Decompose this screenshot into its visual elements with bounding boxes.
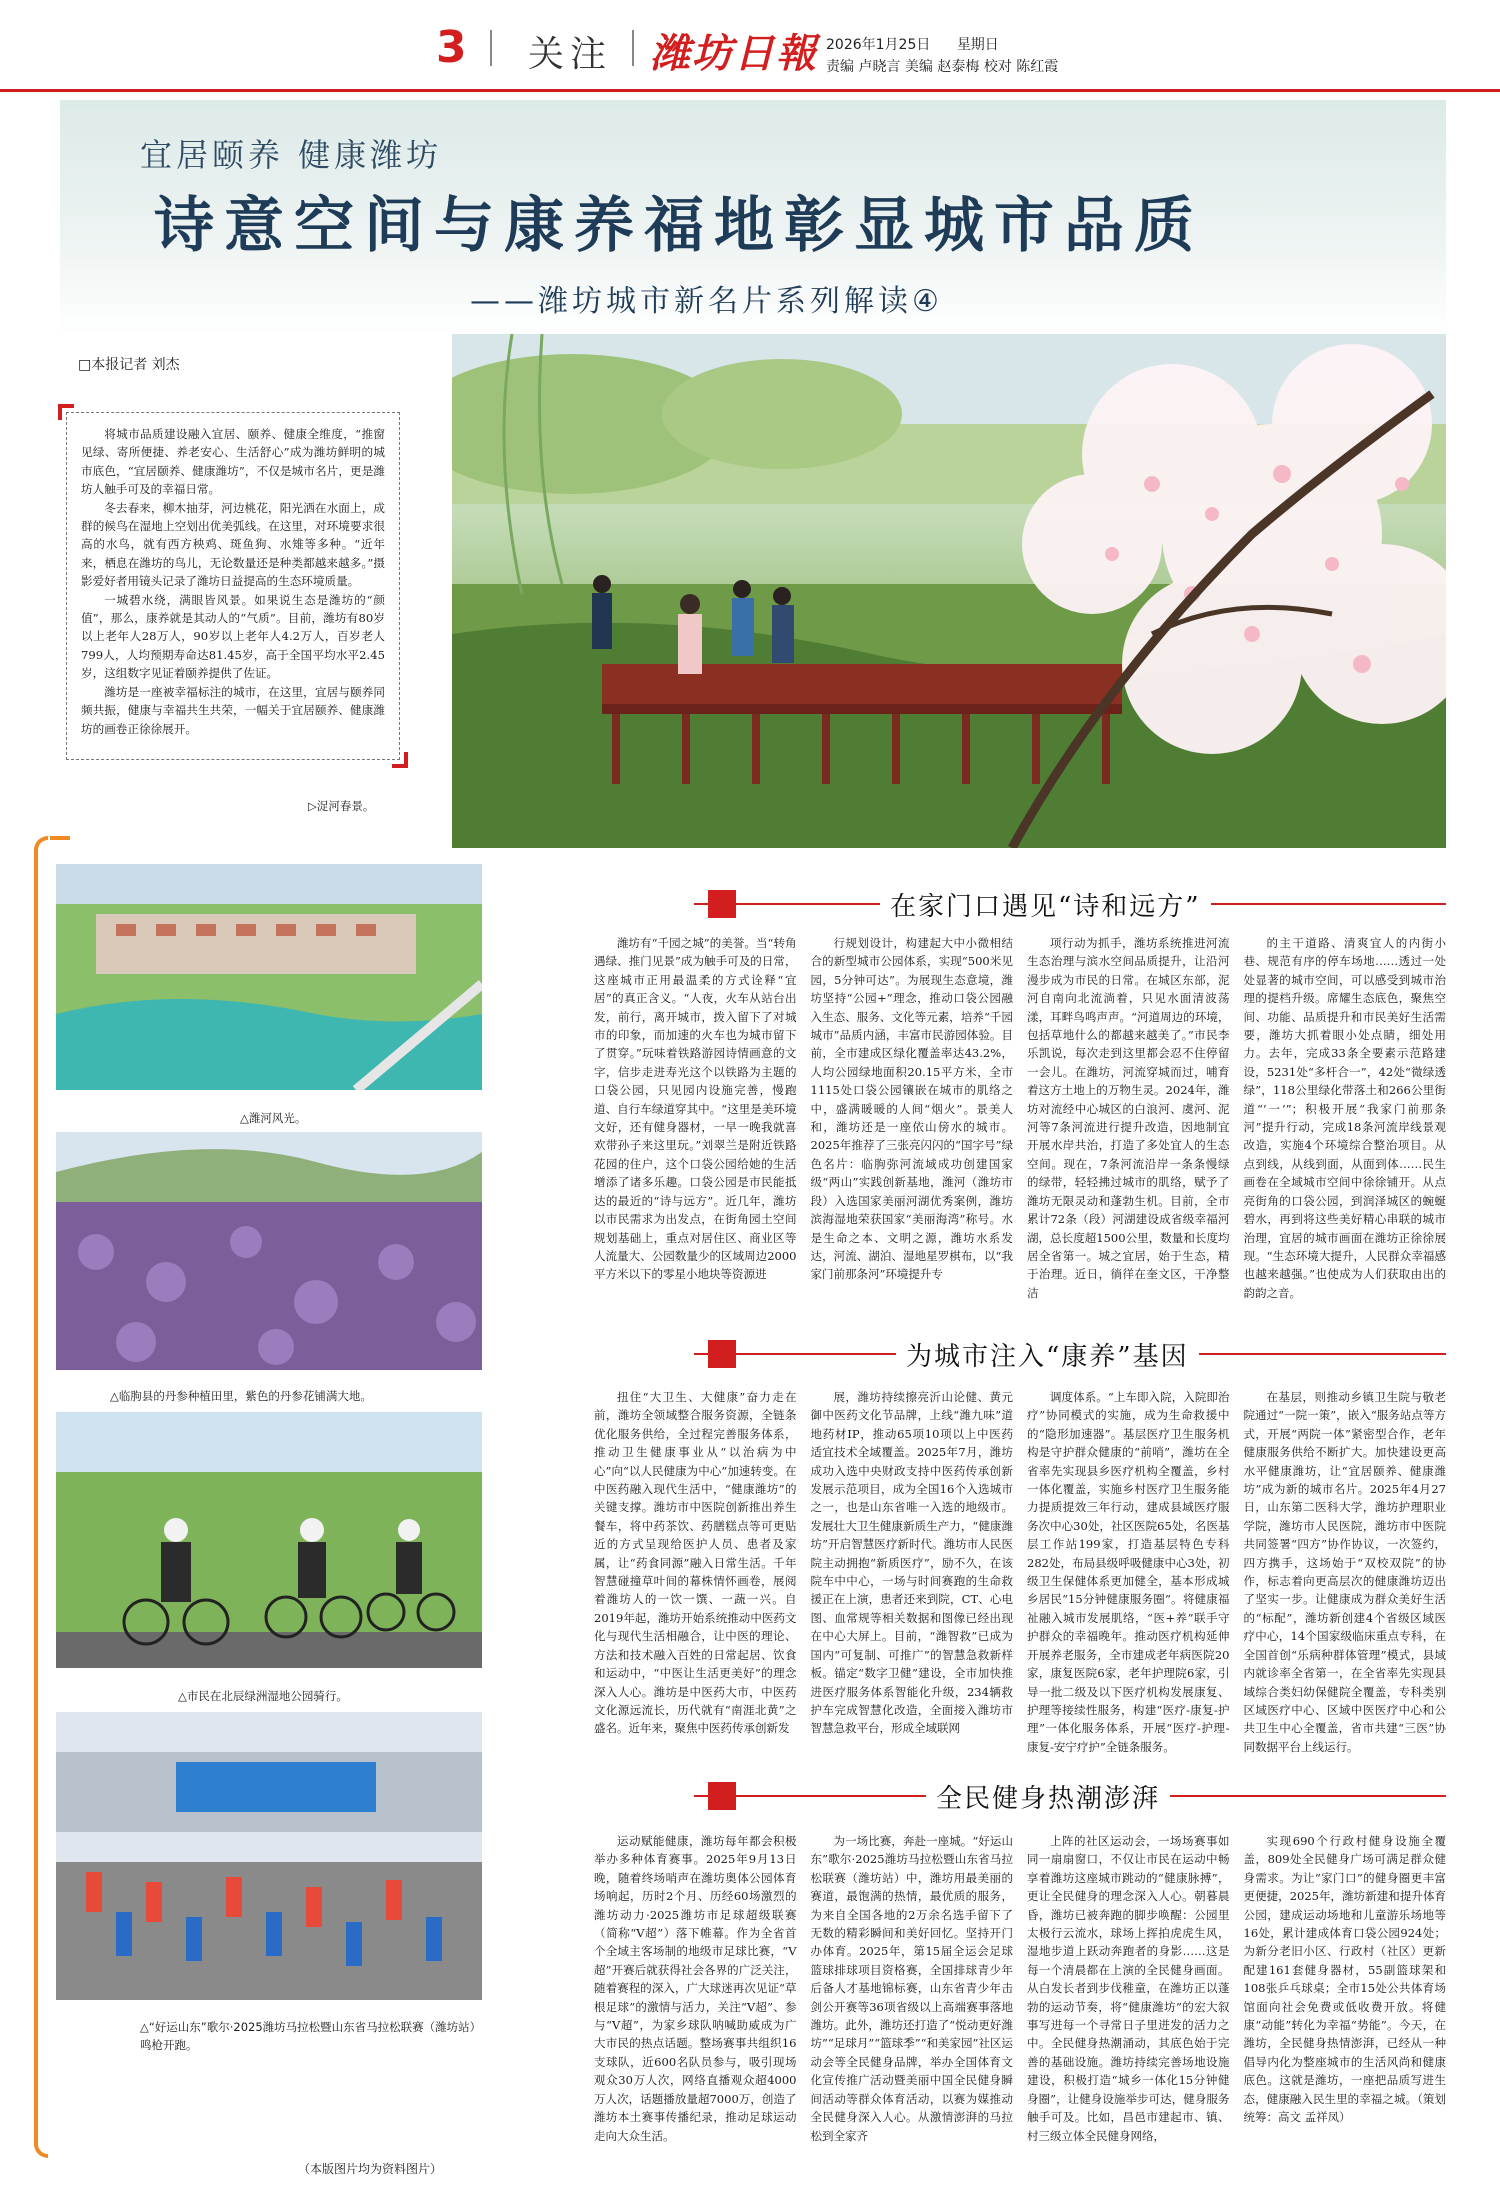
side-photo-cycling <box>56 1412 482 1668</box>
section-header <box>694 1776 1446 1816</box>
section-body <box>594 934 1446 1338</box>
section-title: 为城市注入“康养”基因 <box>896 1336 1199 1373</box>
proofreader-label: 校对 <box>983 59 1012 75</box>
editor-name: 卢晓言 <box>858 59 901 75</box>
side-photo-caption: △临朐县的丹参种植田里，紫色的丹参花铺满大地。 <box>110 1389 372 1403</box>
article-text: 在基层，则推动乡镇卫生院与敬老院通过“一院一策”，嵌入“服务站点等方式，开展“两院一体”紧密型合作，老年健康服务供给不断扩大。加快建设更高水平健康潍坊，让“宜居颐养、健康潍坊”成为新的城市名片。2025年4月27日，山东第二医科大学，潍坊护理职业学院，潍坊市人民医院，潍坊市中医院共同签署“四方”协作协议，一次签约，四方携手，这场始于“双校双院”的协作，标志着向更高层次的健康潍坊迈出了坚实一步。让健康成为群众美好生活的“标配”，潍坊新创建4个省级区域医疗中心，14个国家级临床重点专科，在全国首创“乐病种群体管理”模式，县域内就诊率全省第一，在全省率先实现县域综合类妇幼保健院全覆盖，专科类别区域医疗中心、区域中医医疗中心和公共卫生中心全覆盖，省市共建“三医”协同数据平台上线运行。 <box>1243 1390 1446 1754</box>
article-text: 的主干道路、清爽宜人的内街小巷、规范有序的停车场地……透过一处处显著的城市空间，可以感受到城市治理的提档升级。席耀生态底色，聚焦空间、功能、品质提升和市民美好生活需要，潍坊大抓着眼小处点睛，细处用力。去年，完成33条全要素示范路建设，5231处“多杆合一”，42处“微绿透绿”，118公里绿化带落土和266公里街道“‘一’”；积极开展“我家门前那条河”提升行动，完成18条河流岸线景观改造，实施4个环境综合整治项目。从点到线，从线到面，从面到体……民生画卷在全域城市空间中徐徐铺开。从点亮街角的口袋公园，到润泽城区的蜿蜒碧水，再到将这些美好精心串联的城市治理，宜居的城市画面在潍坊正徐徐展现。“生态环境大提升，人民群众幸福感也越来越强。”也使成为人们获取由出的韵韵之音。 <box>1243 936 1446 1300</box>
intro-box <box>66 412 400 760</box>
article-column <box>1244 934 1447 1338</box>
article-column <box>811 1388 1014 1792</box>
section-name: 关注 <box>528 34 613 75</box>
side-photo-caption: △市民在北辰绿洲湿地公园骑行。 <box>178 1689 348 1703</box>
masthead-divider <box>490 30 492 66</box>
side-photo-river <box>56 864 482 1090</box>
side-bracket <box>50 836 70 840</box>
article-column <box>594 934 797 1338</box>
section-tag <box>708 1782 736 1810</box>
article-column <box>594 1832 797 2174</box>
issue-weekday: 星期日 <box>956 37 999 53</box>
masthead-divider <box>632 30 634 66</box>
side-photo-marathon <box>56 1712 482 2000</box>
intro-paragraph: 潍坊是一座被幸福标注的城市，在这里，宜居与颐养同频共振，健康与幸福共生共荣，一幅关于宜居颐养、健康潍坊的画卷正徐徐展开。 <box>81 684 385 736</box>
article-text: 实现690个行政村健身设施全覆盖，809处全民健身广场可满足群众健身需求。为让“家门口”的健身圈更丰富更便捷，2025年，潍坊新建和提升体育公园，建成运动场地和儿童游乐场地等16处，累计建成体育口袋公园924处；为新分老旧小区、行政村（社区）更新配建161套健身器材，55副篮球架和108张乒乓球桌；全市15处公共体育场馆面向社会免费或低收费开放。将健康“动能”转化为幸福“势能”。今天，在潍坊，全民健身热情澎湃，已经从一种倡导内化为整座城市的生活风尚和健康底色。这就是潍坊，一座把品质写进生态，健康融入民生里的幸福之城。（策划统筹：高文 孟祥凤） <box>1243 1834 1446 2125</box>
main-photo <box>452 334 1446 848</box>
issue-meta <box>826 34 1058 78</box>
intro-paragraph: 一城碧水绕，满眼皆风景。如果说生态是潍坊的“颜值”，那么，康养就是其动人的“气质”。目前，潍坊有80岁以上老年人28万人，90岁以上老年人4.2万人，百岁老人799人，人均预期寿命达81.45岁，高于全国平均水平2.45岁，这组数字见证着颐养提供了佐证。 <box>81 592 385 681</box>
section-tag <box>708 1340 736 1368</box>
article-text: 潍坊有“千园之城”的美誉。当“转角遇绿、推门见景”成为触手可及的日常，这座城市正用最温柔的方式诠释“宜居”的真正含义。“人夜，火车从站台出发，前行，离开城市，拨入留下了对城市的印象，而加速的火车也为城市留下了贯穿。”玩味着铁路游园诗情画意的文字，信步走进寿光这个以铁路为主题的口袋公园，只见园内设施完善，慢跑道、自行车绿道穿其中。“这里是美环境文好，还有健身器材，一早一晚我就喜欢带孙子来这里玩。”刘翠兰是附近铁路花园的住户，这个口袋公园给她的生活增添了诸多乐趣。口袋公园是市民能抵达的最近的“诗与远方”。近几年，潍坊以市民需求为出发点，在街角园土空间规划基础上，重点对居住区、商业区等人流量大、公园数量少的区域周边2000平方米以下的零星小地块等资源进 <box>594 936 797 1282</box>
kicker: 宜居颐养 健康潍坊 <box>140 136 443 174</box>
article-column <box>594 1388 797 1792</box>
article-text: 行规划设计，构建起大中小微相结合的新型城市公园体系，实现“500米见园，5分钟可达”。为展现生态意境，潍坊坚持“公园+”理念，推动口袋公园融入生态、服务、文化等元素，培养“千园城市”品质内涵，丰富市民游园体验。目前，全市建成区绿化覆盖率达43.2%，人均公园绿地面积20.15平方米，全市1115处口袋公园镶嵌在城市的肌络之中，盛满暖暖的人间“烟火”。景美人和，潍坊还是一座依山傍水的城市。2025年推荐了三张亮闪闪的“国字号”绿色名片：临朐弥河流域成功创建国家级“两山”实践创新基地，潍河（潍坊市段）入选国家美丽河湖优秀案例，潍坊滨海湿地荣获国家“美丽海湾”称号。水是生命之本、文明之源，潍坊水系发达，河流、湖泊、湿地星罗棋布，以“我家门前那条河”环境提升专 <box>810 936 1013 1282</box>
proofreader-name: 陈红霞 <box>1016 59 1059 75</box>
section-body <box>594 1832 1446 2174</box>
cyclists-illustration <box>56 1412 482 1668</box>
main-photo-caption: ▷浞河春景。 <box>308 799 375 813</box>
masthead <box>0 0 1500 92</box>
article-column <box>1244 1832 1447 2174</box>
article-column <box>811 934 1014 1338</box>
page-number: 3 <box>436 22 467 73</box>
article-column <box>1027 1832 1230 2174</box>
section-header <box>694 884 1446 924</box>
side-photo-caption: △“好运山东”歌尔·2025潍坊马拉松暨山东省马拉松联赛（潍坊站）鸣枪开跑。 <box>140 2020 476 2052</box>
newspaper-logo: 潍坊日報 <box>650 30 818 77</box>
article-column <box>1027 934 1230 1338</box>
article-text: 展，潍坊持续擦亮沂山论健、黄元御中医药文化节品牌，上线“潍九味”道地药材IP，推动65项10项以上中医药适宜技术全域覆盖。2025年7月，潍坊成功入选中央财政支持中医药传承创新发展示范项目，成为全国16个入选城市之一，也是山东省唯一入选的地级市。发展壮大卫生健康新质生产力，“健康潍坊”开启智慧医疗新时代。潍坊市人民医院主动拥抱“新质医疗”，励不久，在该院车中中心，一场与时间赛跑的生命救援正在上演，患者还来到院，CT、心电图、血常规等相关数据和图像已经出现在中心大屏上。目前，“潍智救”已成为国内“可复制、可推广”的智慧急救新样板。锚定“数字卫健”建设，全市加快推进医疗服务体系智能化升级，234辆救护车完成智慧化改造，全面接入潍坊市智慧急救平台，形成全域联网 <box>810 1390 1013 1736</box>
side-photo-flowers <box>56 1132 482 1370</box>
byline: □本报记者 刘杰 <box>78 357 180 373</box>
flower-field-illustration <box>56 1132 482 1370</box>
designer-label: 美编 <box>904 59 933 75</box>
corner-mark <box>392 752 408 768</box>
editor-label: 责编 <box>826 59 854 75</box>
article-column <box>1244 1388 1447 1792</box>
section-header <box>694 1334 1446 1374</box>
section-title: 全民健身热潮澎湃 <box>926 1778 1170 1815</box>
article-text: 为一场比赛，奔赴一座城。“好运山东”歌尔·2025潍坊马拉松暨山东省马拉松联赛（潍坊站）中，潍坊用最美丽的赛道，最饱满的热情，最优质的服务，为来自全国各地的2万余名选手留下了无数的精彩瞬间和美好回忆。坚持开门办体育。2025年，第15届全运会足球篮球排球项目资格赛，全国排球青少年后备人才基地锦标赛，山东省青少年击剑公开赛等36项省级以上高端赛事落地潍坊。此外，潍坊还打造了“悦动更好潍坊”“足球月”“篮球季”“和美家园”社区运动会等全民健身品牌，举办全国体育文化宣传推广活动暨美丽中国全民健身瞬间活动等群众体育活动，以赛为媒推动全民健身深入人心。从激情澎湃的马拉松到全家齐 <box>810 1834 1013 2143</box>
section-body <box>594 1388 1446 1792</box>
subheadline: ——潍坊城市新名片系列解读④ <box>470 284 943 319</box>
park-blossom-illustration <box>452 334 1446 848</box>
issue-date: 2026年1月25日 <box>826 37 931 53</box>
article-column <box>1027 1388 1230 1792</box>
section-tag <box>708 890 736 918</box>
photo-credit: （本版图片均为资料图片） <box>298 2162 443 2176</box>
designer-name: 赵泰梅 <box>937 59 980 75</box>
article-column <box>811 1832 1014 2174</box>
side-bracket <box>34 836 48 2158</box>
article-text: 扭住“大卫生、大健康”奋力走在前，潍坊全领域整合服务资源，全链条优化服务供给，全过程完善服务体系，推动卫生健康事业从“以治病为中心”向“以人民健康为中心”加速转变。在中医药融入现代生活中，“健康潍坊”的关键支撑。潍坊市中医院创新推出养生餐车，将中药茶饮、药膳糕点等可更贴近的方式呈现给医护人员、患者及家属，让“药食同源”融入日常生活。千年智慧碰撞草叶间的幕株情怀画卷，展阅着潍坊人的一饮一馔、一蔬一兴。自2019年起，潍坊开始系统推动中医药文化与现代生活相融合，让中医的理论、方法和技术融入百姓的日常起居、饮食和运动中，“中医让生活更美好”的理念深入人心。潍坊是中医药大市，中医药文化源远流长，历代就有“南涯北黄”之盛名。近年来，聚焦中医药传承创新发 <box>594 1390 797 1736</box>
intro-paragraph: 将城市品质建设融入宜居、颐养、健康全维度，“推窗见绿、寄所便捷、养老安心、生活舒心”成为潍坊鲜明的城市底色，“宜居颐养、健康潍坊”，不仅是城市名片，更是潍坊人触手可及的幸福日常。 <box>81 427 385 497</box>
section-title: 在家门口遇见“诗和远方” <box>880 886 1211 923</box>
headline: 诗意空间与康养福地彰显城市品质 <box>154 191 1204 261</box>
article-text: 运动赋能健康，潍坊每年都会积极举办多种体育赛事。2025年9月13日晚，随着终场哨声在潍坊奥体公园体育场响起，历时2个月、历经60场激烈的潍坊动力·2025潍坊市足球超级联赛（简称“V超”）落下帷幕。作为全省首个全域主客场制的地级市足球比赛，“V超”开赛后就获得社会各界的广泛关注，随着赛程的深入，广大球迷再次见证“草根足球”的激情与活力，关注“V超”、参与“V超”，为家乡球队呐喊助威成为广大市民的热点话题。整场赛事共组织16支球队，近600名队员参与，吸引现场观众30万人次，网络直播观众超4000万人次，话题播放量超7000万，创造了潍坊本土赛事传播纪录，推动足球运动走向大众生活。 <box>594 1834 797 2143</box>
side-photo-caption: △潍河风光。 <box>240 1111 307 1125</box>
article-text: 项行动为抓手，潍坊系统推进河流生态治理与滨水空间品质提升，让沿河漫步成为市民的日常。在城区东部，泥河自南向北流淌着，只见水面清波荡漾，耳畔鸟鸣声声。“河道周边的环境，包括草地什么的都越来越美了。”市民李乐凯说，每次走到这里都会忍不住停留一会儿。在潍坊，河流穿城而过，哺育着这方土地上的万物生灵。2024年，潍坊对流经中心城区的白浪河、虞河、泥河等7条河流进行提升改造，因地制宜开展水岸共治，打造了多处宜人的生态空间。现在，7条河流沿岸一条条慢绿的绿带，轻轻拂过城市的肌络，赋予了潍坊无限灵动和蓬勃生机。目前，全市累计72条（段）河湖建设成省级幸福河湖，总长度超1500公里，数量和长度均居全省第一。城之宜居，始于生态，精于治理。近日，徜徉在奎文区，干净整洁 <box>1027 936 1230 1300</box>
marathon-illustration <box>56 1712 482 2000</box>
article-text: 调度体系。“上车即入院，入院即治疗”协同模式的实施，成为生命救援中的“隐形加速器”。基层医疗卫生服务机构是守护群众健康的“前哨”，潍坊在全省率先实现县乡医疗机构全覆盖，乡村一体化覆盖，实施乡村医疗卫生服务能力提质提效三年行动，建成县域医疗服务次中心30处，社区医院65处，名医基层工作站199家，打造基层特色专科282处，布局县级呼吸健康中心3处，初级卫生保健体系更加健全，基本形成城乡居民“15分钟健康服务圈”。将健康福祉融入城市发展肌络，“医+养”联手守护群众的幸福晚年。推动医疗机构延伸开展养老服务，全市建成老年病医院20家，康复医院6家，老年护理院6家，引导一批二级及以下医疗机构发展康复、护理等接续性服务，构建“医疗-康复-护理”一体化服务体系，开展“医疗-护理-康复-安宁疗护”全链条服务。 <box>1027 1390 1230 1754</box>
intro-paragraph: 冬去春来，柳木抽芽，河边桃花，阳光洒在水面上，成群的候鸟在湿地上空划出优美弧线。在这里，对环境要求很高的水鸟，就有西方秧鸡、斑鱼狗、水雉等多种。“近年来，栖息在潍坊的鸟儿，无论数量还是种类都越来越多。”摄影爱好者用镜头记录了潍坊日益提高的生态环境质量。 <box>81 500 385 589</box>
river-aerial-illustration <box>56 864 482 1090</box>
article-text: 上阵的社区运动会，一场场赛事如同一扇扇窗口，不仅让市民在运动中畅享着潍坊这座城市跳动的“健康脉搏”，更让全民健身的理念深入人心。朝暮晨昏，潍坊已被奔跑的脚步唤醒：公园里太极行云流水，球场上挥拍虎虎生风，湿地步道上跃动奔跑者的身影……这是每一个清晨都在上演的全民健身画面。从白发长者到步伐稚童，在潍坊正以蓬勃的运动节奏，将“健康潍坊”的宏大叙事写进每一个寻常日子里进发的活力之中。全民健身热潮涌动，其底色始于完善的基础设施。潍坊持续完善场地设施建设，积极打造“城乡一体化15分钟健身圈”，让健身设施举步可达，健身服务触手可及。比如，昌邑市建起市、镇、村三级立体全民健身网络， <box>1027 1834 1230 2143</box>
